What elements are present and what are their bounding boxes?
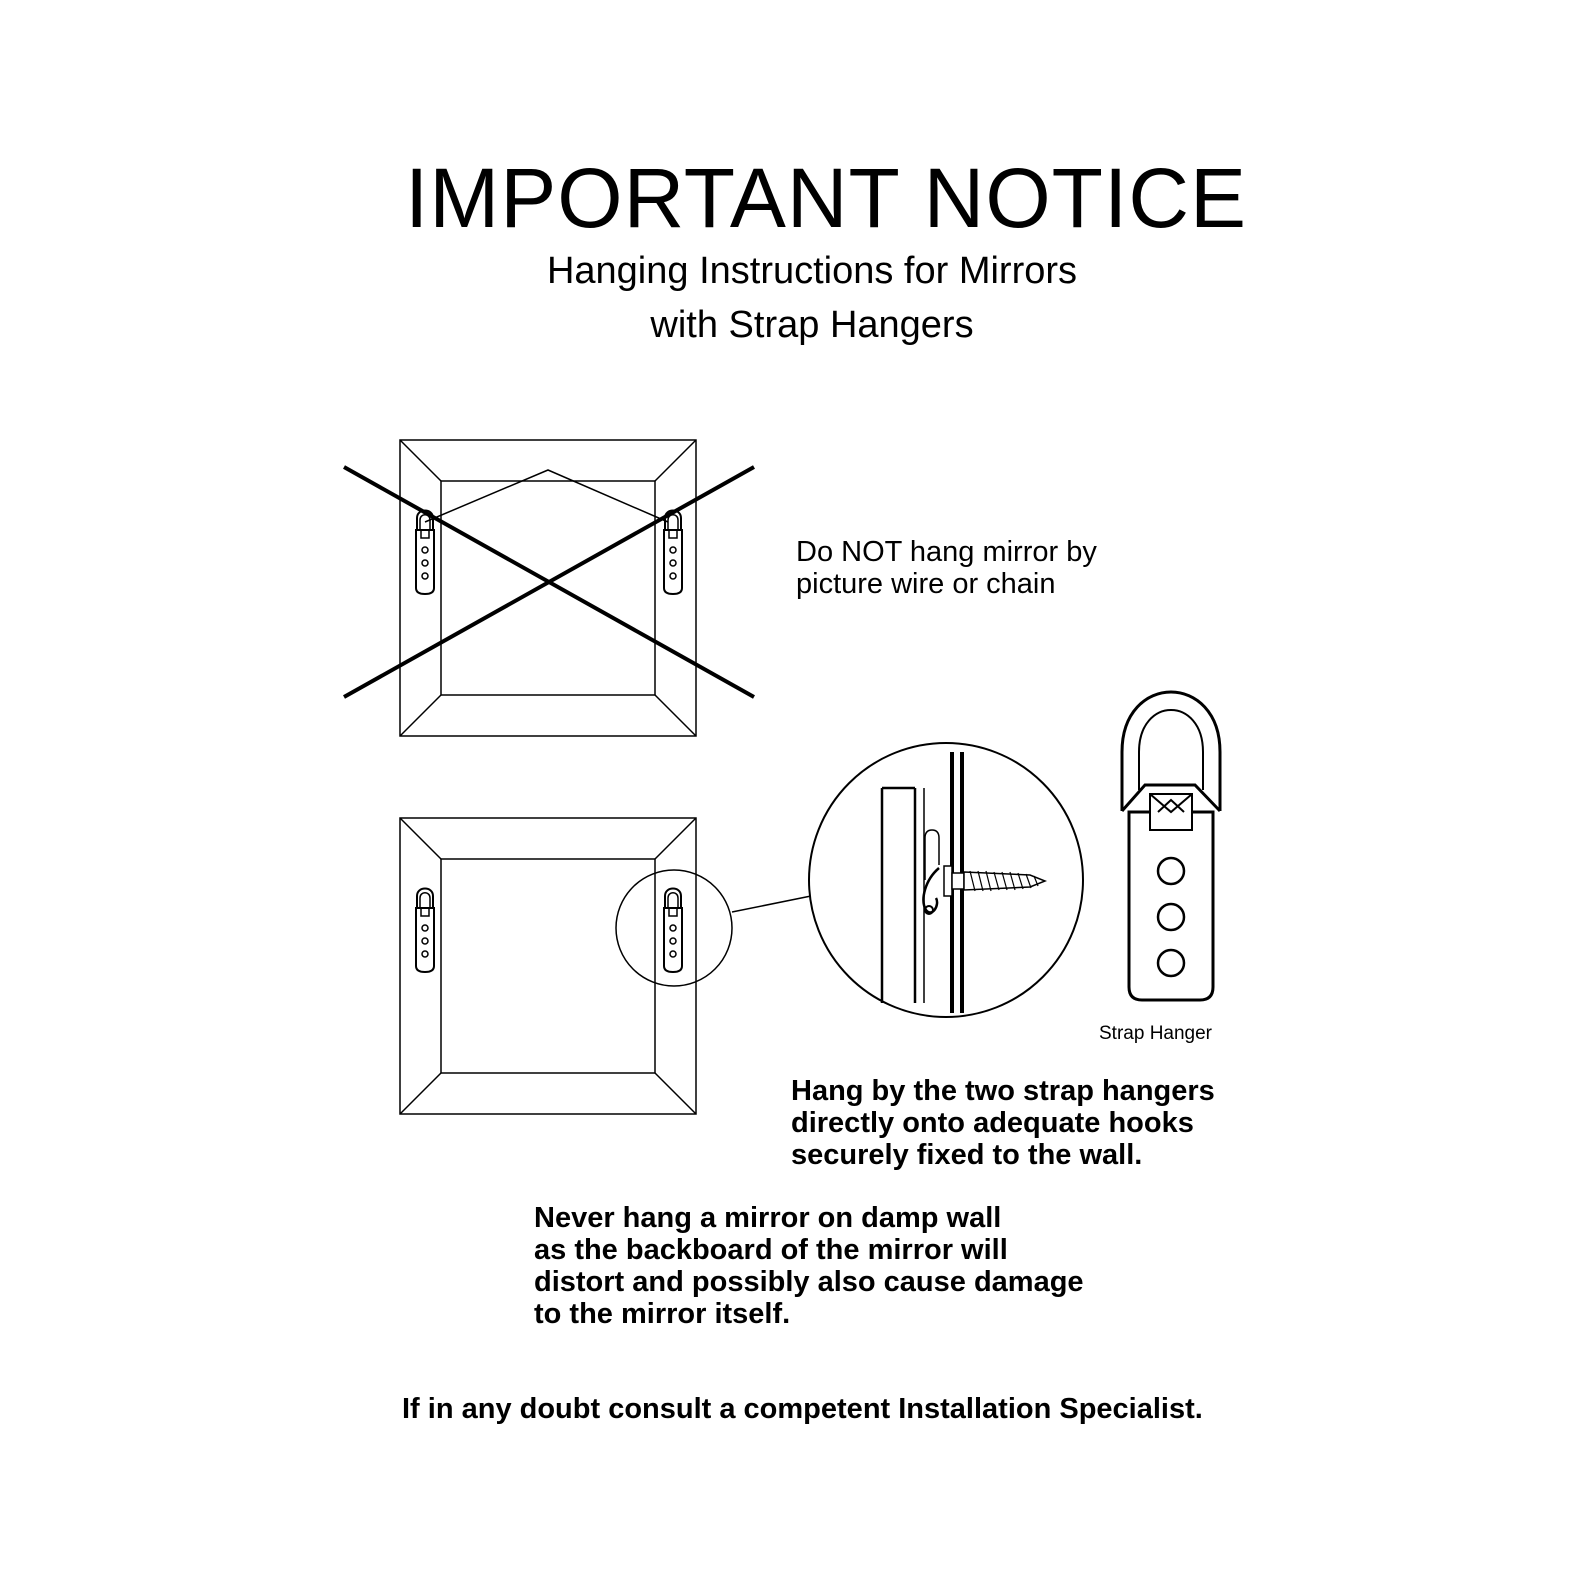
damp-warning-line: Never hang a mirror on damp wall	[534, 1202, 1002, 1234]
strap-hanger-icon	[664, 511, 682, 595]
hang-instruction-line: Hang by the two strap hangers	[791, 1075, 1215, 1107]
subtitle-line: with Strap Hangers	[650, 304, 974, 346]
damp-warning-line: to the mirror itself.	[534, 1298, 791, 1330]
callout-leader-line	[732, 896, 811, 912]
wire-warning-line: picture wire or chain	[796, 568, 1056, 600]
cross-out-icon	[344, 467, 754, 697]
strap-hanger-large-icon	[1122, 692, 1220, 1000]
page-title: IMPORTANT NOTICE	[404, 151, 1248, 245]
footer-note: If in any doubt consult a competent Installation Specialist.	[402, 1393, 1203, 1425]
correct-mirror-frame	[400, 818, 696, 1114]
hang-instruction-line: securely fixed to the wall.	[791, 1139, 1143, 1171]
strap-hanger-icon	[664, 889, 682, 973]
strap-hanger-icon	[416, 889, 434, 973]
wrong-mirror-frame	[400, 440, 696, 736]
damp-warning-line: distort and possibly also cause damage	[534, 1266, 1084, 1298]
picture-wire	[425, 470, 668, 522]
wire-warning-line: Do NOT hang mirror by	[796, 536, 1097, 568]
strap-hanger-caption: Strap Hanger	[1099, 1023, 1213, 1044]
damp-warning-line: as the backboard of the mirror will	[534, 1234, 1008, 1266]
strap-hanger-icon	[416, 511, 434, 595]
subtitle-line: Hanging Instructions for Mirrors	[546, 250, 1078, 292]
hook-detail-magnifier	[809, 743, 1083, 1017]
hang-instruction-line: directly onto adequate hooks	[791, 1107, 1194, 1139]
